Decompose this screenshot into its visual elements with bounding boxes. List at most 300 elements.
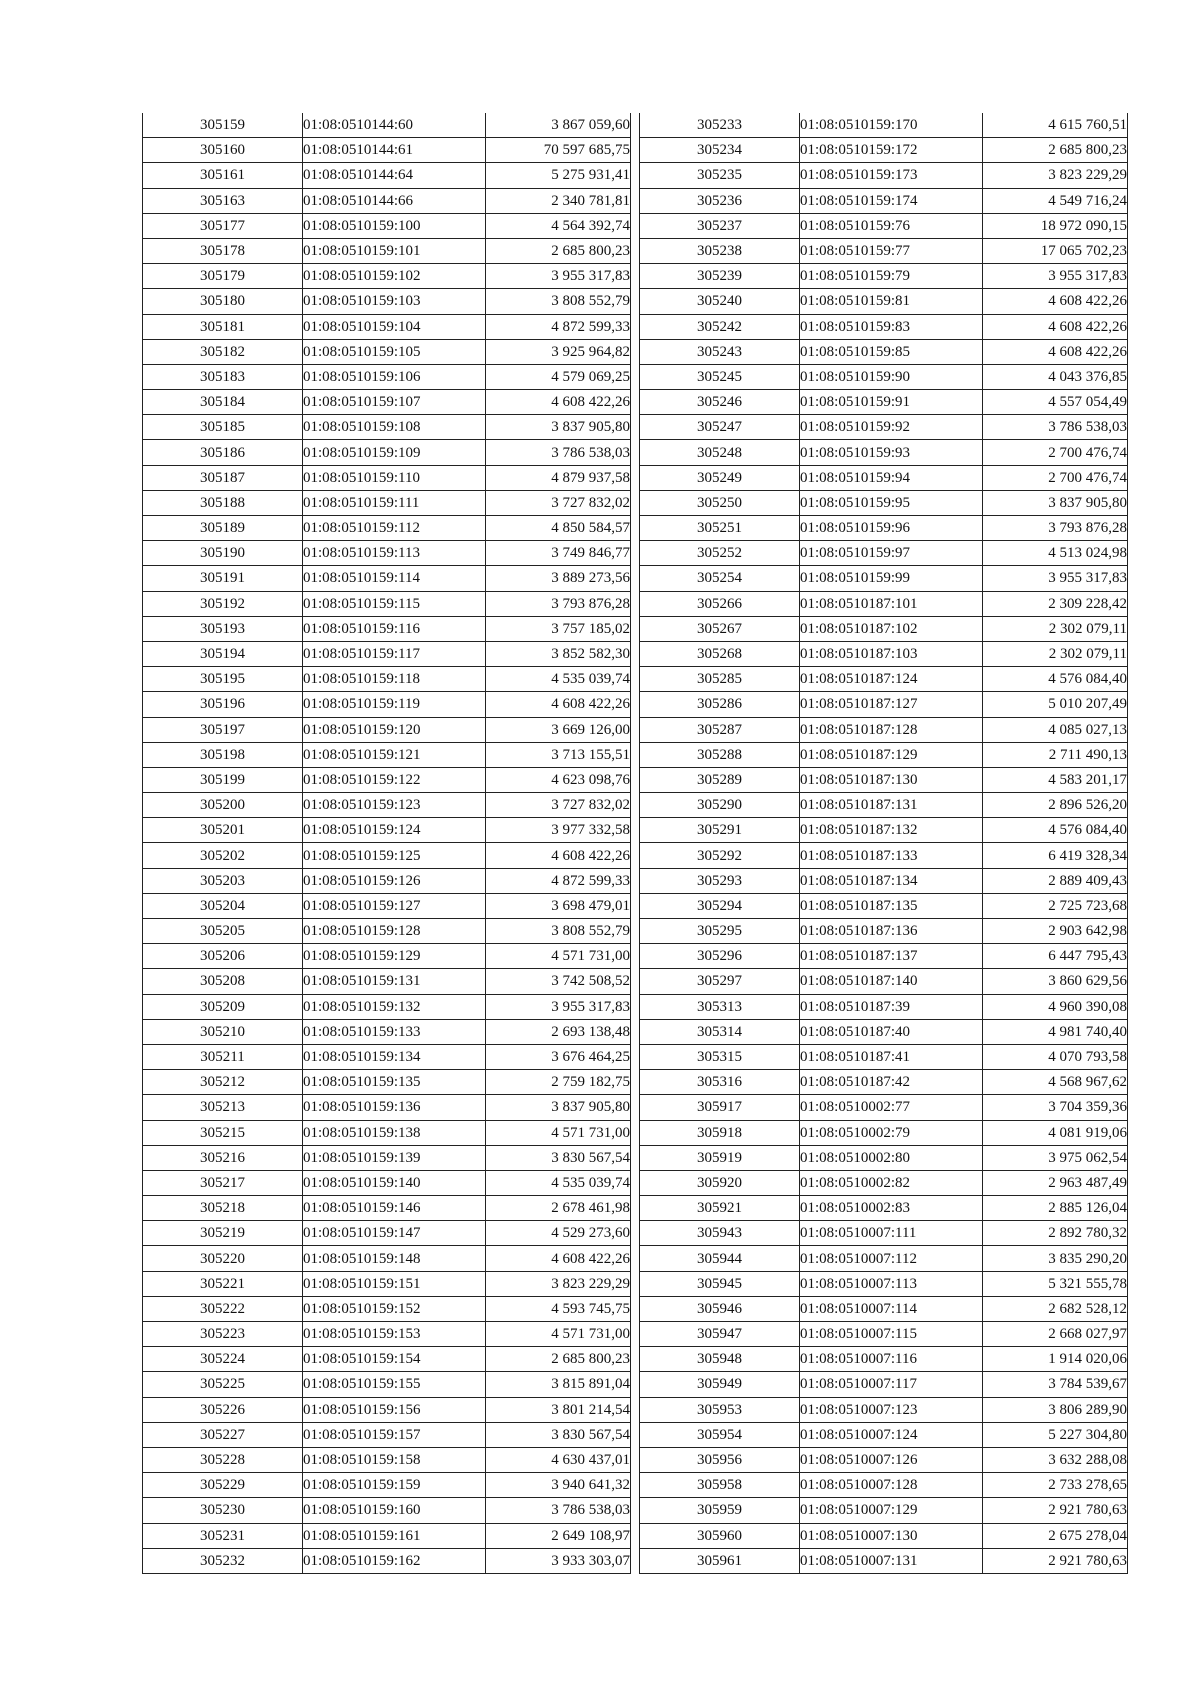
cadastral-value-cell: 2 685 800,23 [983, 138, 1128, 163]
table-row [640, 591, 1128, 616]
table-row [143, 1070, 631, 1095]
cadastral-number-cell: 01:08:0510159:120 [303, 717, 486, 742]
record-number-cell: 305188 [143, 490, 303, 515]
record-number-cell: 305193 [143, 616, 303, 641]
cadastral-number-cell: 01:08:0510159:113 [303, 541, 486, 566]
record-number-cell: 305919 [640, 1145, 800, 1170]
record-number-cell: 305190 [143, 541, 303, 566]
cadastral-value-cell: 4 535 039,74 [486, 1170, 631, 1195]
cadastral-value-cell: 2 725 723,68 [983, 893, 1128, 918]
cadastral-number-cell: 01:08:0510187:132 [800, 818, 983, 843]
cadastral-value-cell: 4 981 740,40 [983, 1019, 1128, 1044]
cadastral-value-cell: 4 615 760,51 [983, 113, 1128, 138]
cadastral-number-cell: 01:08:0510159:161 [303, 1523, 486, 1548]
cadastral-number-cell: 01:08:0510159:138 [303, 1120, 486, 1145]
cadastral-number-cell: 01:08:0510187:128 [800, 717, 983, 742]
cadastral-number-cell: 01:08:0510159:134 [303, 1044, 486, 1069]
cadastral-number-cell: 01:08:0510002:80 [800, 1145, 983, 1170]
record-number-cell: 305285 [640, 667, 800, 692]
record-number-cell: 305186 [143, 440, 303, 465]
cadastral-value-cell: 2 693 138,48 [486, 1019, 631, 1044]
record-number-cell: 305201 [143, 818, 303, 843]
cadastral-value-cell: 4 608 422,26 [486, 692, 631, 717]
cadastral-number-cell: 01:08:0510159:95 [800, 490, 983, 515]
record-number-cell: 305213 [143, 1095, 303, 1120]
cadastral-value-cell: 3 837 905,80 [486, 415, 631, 440]
record-number-cell: 305189 [143, 516, 303, 541]
record-number-cell: 305210 [143, 1019, 303, 1044]
cadastral-number-cell: 01:08:0510159:170 [800, 113, 983, 138]
cadastral-value-cell: 4 960 390,08 [983, 994, 1128, 1019]
cadastral-number-cell: 01:08:0510159:115 [303, 591, 486, 616]
cadastral-value-cell: 2 675 278,04 [983, 1523, 1128, 1548]
record-number-cell: 305287 [640, 717, 800, 742]
cadastral-number-cell: 01:08:0510159:79 [800, 264, 983, 289]
record-number-cell: 305185 [143, 415, 303, 440]
table-row [143, 868, 631, 893]
cadastral-number-cell: 01:08:0510187:130 [800, 767, 983, 792]
record-number-cell: 305161 [143, 163, 303, 188]
cadastral-value-cell: 4 879 937,58 [486, 465, 631, 490]
table-row [640, 1271, 1128, 1296]
record-number-cell: 305252 [640, 541, 800, 566]
cadastral-value-cell: 3 823 229,29 [486, 1271, 631, 1296]
cadastral-value-cell: 4 608 422,26 [983, 339, 1128, 364]
table-row [640, 742, 1128, 767]
table-row [143, 667, 631, 692]
cadastral-value-cell: 5 275 931,41 [486, 163, 631, 188]
table-row [640, 868, 1128, 893]
table-row [143, 818, 631, 843]
table-row [143, 641, 631, 666]
cadastral-number-cell: 01:08:0510187:39 [800, 994, 983, 1019]
record-number-cell: 305243 [640, 339, 800, 364]
cadastral-number-cell: 01:08:0510159:140 [303, 1170, 486, 1195]
table-row [640, 339, 1128, 364]
table-row [143, 364, 631, 389]
cadastral-number-cell: 01:08:0510159:81 [800, 289, 983, 314]
table-row [143, 994, 631, 1019]
record-number-cell: 305204 [143, 893, 303, 918]
record-number-cell: 305203 [143, 868, 303, 893]
cadastral-value-cell: 3 955 317,83 [983, 264, 1128, 289]
cadastral-number-cell: 01:08:0510002:77 [800, 1095, 983, 1120]
cadastral-value-cell: 4 608 422,26 [486, 843, 631, 868]
cadastral-value-cell: 4 081 919,06 [983, 1120, 1128, 1145]
cadastral-value-cell: 2 759 182,75 [486, 1070, 631, 1095]
record-number-cell: 305163 [143, 188, 303, 213]
cadastral-value-cell: 3 784 539,67 [983, 1372, 1128, 1397]
cadastral-value-cell: 5 010 207,49 [983, 692, 1128, 717]
record-number-cell: 305290 [640, 793, 800, 818]
cadastral-value-cell: 3 808 552,79 [486, 289, 631, 314]
record-number-cell: 305196 [143, 692, 303, 717]
cadastral-number-cell: 01:08:0510159:160 [303, 1498, 486, 1523]
table-row [143, 188, 631, 213]
cadastral-number-cell: 01:08:0510187:136 [800, 919, 983, 944]
cadastral-number-cell: 01:08:0510187:101 [800, 591, 983, 616]
record-number-cell: 305197 [143, 717, 303, 742]
cadastral-value-cell: 18 972 090,15 [983, 213, 1128, 238]
cadastral-value-cell: 3 933 303,07 [486, 1548, 631, 1573]
cadastral-value-cell: 3 742 508,52 [486, 969, 631, 994]
record-number-cell: 305313 [640, 994, 800, 1019]
table-row [143, 264, 631, 289]
cadastral-number-cell: 01:08:0510007:114 [800, 1296, 983, 1321]
record-number-cell: 305254 [640, 566, 800, 591]
record-number-cell: 305212 [143, 1070, 303, 1095]
record-number-cell: 305293 [640, 868, 800, 893]
record-number-cell: 305198 [143, 742, 303, 767]
record-number-cell: 305251 [640, 516, 800, 541]
table-row [143, 1347, 631, 1372]
table-row [143, 1473, 631, 1498]
cadastral-number-cell: 01:08:0510159:112 [303, 516, 486, 541]
cadastral-number-cell: 01:08:0510187:129 [800, 742, 983, 767]
table-row [143, 415, 631, 440]
cadastral-value-cell: 3 669 126,00 [486, 717, 631, 742]
cadastral-value-cell: 3 955 317,83 [486, 994, 631, 1019]
record-number-cell: 305191 [143, 566, 303, 591]
table-row [640, 692, 1128, 717]
cadastral-number-cell: 01:08:0510187:140 [800, 969, 983, 994]
record-number-cell: 305226 [143, 1397, 303, 1422]
cadastral-number-cell: 01:08:0510159:124 [303, 818, 486, 843]
record-number-cell: 305316 [640, 1070, 800, 1095]
record-number-cell: 305160 [143, 138, 303, 163]
record-number-cell: 305219 [143, 1221, 303, 1246]
record-number-cell: 305268 [640, 641, 800, 666]
cadastral-number-cell: 01:08:0510007:123 [800, 1397, 983, 1422]
cadastral-number-cell: 01:08:0510159:129 [303, 944, 486, 969]
record-number-cell: 305240 [640, 289, 800, 314]
table-row [143, 1145, 631, 1170]
cadastral-value-cell: 3 698 479,01 [486, 893, 631, 918]
cadastral-value-cell: 3 823 229,29 [983, 163, 1128, 188]
record-number-cell: 305944 [640, 1246, 800, 1271]
cadastral-value-cell: 2 302 079,11 [983, 616, 1128, 641]
table-row [143, 1397, 631, 1422]
table-row [640, 1070, 1128, 1095]
cadastral-number-cell: 01:08:0510007:115 [800, 1322, 983, 1347]
table-row [143, 1548, 631, 1573]
record-number-cell: 305220 [143, 1246, 303, 1271]
table-row [640, 516, 1128, 541]
record-number-cell: 305224 [143, 1347, 303, 1372]
cadastral-value-cell: 3 786 538,03 [983, 415, 1128, 440]
table-row [640, 364, 1128, 389]
cadastral-number-cell: 01:08:0510159:116 [303, 616, 486, 641]
cadastral-value-cell: 4 571 731,00 [486, 1120, 631, 1145]
record-number-cell: 305245 [640, 364, 800, 389]
cadastral-number-cell: 01:08:0510159:110 [303, 465, 486, 490]
cadastral-number-cell: 01:08:0510187:137 [800, 944, 983, 969]
table-row [143, 113, 631, 138]
table-row [640, 717, 1128, 742]
cadastral-value-cell: 2 700 476,74 [983, 465, 1128, 490]
table-row [143, 138, 631, 163]
cadastral-value-cell: 3 955 317,83 [486, 264, 631, 289]
cadastral-number-cell: 01:08:0510159:105 [303, 339, 486, 364]
record-number-cell: 305235 [640, 163, 800, 188]
cadastral-number-cell: 01:08:0510159:155 [303, 1372, 486, 1397]
table-row [640, 641, 1128, 666]
cadastral-number-cell: 01:08:0510187:124 [800, 667, 983, 692]
table-row [640, 969, 1128, 994]
cadastral-number-cell: 01:08:0510159:90 [800, 364, 983, 389]
record-number-cell: 305948 [640, 1347, 800, 1372]
cadastral-number-cell: 01:08:0510002:79 [800, 1120, 983, 1145]
cadastral-number-cell: 01:08:0510159:122 [303, 767, 486, 792]
record-number-cell: 305180 [143, 289, 303, 314]
cadastral-value-cell: 3 835 290,20 [983, 1246, 1128, 1271]
table-row [143, 1422, 631, 1447]
table-row [640, 1145, 1128, 1170]
table-row [640, 1221, 1128, 1246]
table-row [143, 1246, 631, 1271]
cadastral-number-cell: 01:08:0510159:156 [303, 1397, 486, 1422]
cadastral-value-cell: 3 786 538,03 [486, 1498, 631, 1523]
record-number-cell: 305960 [640, 1523, 800, 1548]
record-number-cell: 305294 [640, 893, 800, 918]
table-row [640, 1044, 1128, 1069]
record-number-cell: 305215 [143, 1120, 303, 1145]
cadastral-value-cell: 2 892 780,32 [983, 1221, 1128, 1246]
cadastral-number-cell: 01:08:0510187:42 [800, 1070, 983, 1095]
cadastral-number-cell: 01:08:0510159:111 [303, 490, 486, 515]
cadastral-number-cell: 01:08:0510159:97 [800, 541, 983, 566]
cadastral-number-cell: 01:08:0510159:146 [303, 1196, 486, 1221]
table-row [640, 113, 1128, 138]
table-row [640, 1296, 1128, 1321]
cadastral-number-cell: 01:08:0510159:93 [800, 440, 983, 465]
record-number-cell: 305954 [640, 1422, 800, 1447]
cadastral-value-cell: 4 085 027,13 [983, 717, 1128, 742]
cadastral-value-cell: 3 889 273,56 [486, 566, 631, 591]
cadastral-value-cell: 2 340 781,81 [486, 188, 631, 213]
table-row [640, 1196, 1128, 1221]
table-row [143, 490, 631, 515]
cadastral-value-cell: 2 700 476,74 [983, 440, 1128, 465]
cadastral-value-cell: 2 896 526,20 [983, 793, 1128, 818]
record-number-cell: 305217 [143, 1170, 303, 1195]
table-row [143, 1498, 631, 1523]
record-number-cell: 305234 [640, 138, 800, 163]
cadastral-value-cell: 70 597 685,75 [486, 138, 631, 163]
cadastral-number-cell: 01:08:0510159:133 [303, 1019, 486, 1044]
record-number-cell: 305291 [640, 818, 800, 843]
record-number-cell: 305223 [143, 1322, 303, 1347]
record-number-cell: 305199 [143, 767, 303, 792]
cadastral-value-cell: 2 711 490,13 [983, 742, 1128, 767]
cadastral-value-cell: 17 065 702,23 [983, 238, 1128, 263]
record-number-cell: 305206 [143, 944, 303, 969]
cadastral-value-cell: 4 557 054,49 [983, 390, 1128, 415]
table-row [143, 465, 631, 490]
record-number-cell: 305237 [640, 213, 800, 238]
cadastral-value-cell: 3 713 155,51 [486, 742, 631, 767]
record-number-cell: 305296 [640, 944, 800, 969]
table-row [143, 843, 631, 868]
table-row [640, 1095, 1128, 1120]
record-number-cell: 305221 [143, 1271, 303, 1296]
cadastral-value-cell: 4 571 731,00 [486, 1322, 631, 1347]
table-row [640, 1246, 1128, 1271]
table-row [640, 415, 1128, 440]
table-row [640, 793, 1128, 818]
cadastral-value-cell: 2 668 027,97 [983, 1322, 1128, 1347]
cadastral-value-cell: 4 593 745,75 [486, 1296, 631, 1321]
table-row [640, 1397, 1128, 1422]
record-number-cell: 305232 [143, 1548, 303, 1573]
cadastral-value-cell: 4 579 069,25 [486, 364, 631, 389]
record-number-cell: 305208 [143, 969, 303, 994]
cadastral-number-cell: 01:08:0510159:136 [303, 1095, 486, 1120]
record-number-cell: 305194 [143, 641, 303, 666]
record-number-cell: 305920 [640, 1170, 800, 1195]
table-row [640, 843, 1128, 868]
cadastral-value-cell: 2 302 079,11 [983, 641, 1128, 666]
cadastral-number-cell: 01:08:0510002:82 [800, 1170, 983, 1195]
table-row [143, 440, 631, 465]
cadastral-value-cell: 2 685 800,23 [486, 1347, 631, 1372]
record-number-cell: 305239 [640, 264, 800, 289]
cadastral-number-cell: 01:08:0510007:130 [800, 1523, 983, 1548]
cadastral-number-cell: 01:08:0510187:133 [800, 843, 983, 868]
cadastral-number-cell: 01:08:0510159:174 [800, 188, 983, 213]
table-row [640, 390, 1128, 415]
table-row [640, 138, 1128, 163]
cadastral-value-cell: 2 889 409,43 [983, 868, 1128, 893]
table-row [143, 1372, 631, 1397]
cadastral-number-cell: 01:08:0510187:41 [800, 1044, 983, 1069]
table-row [143, 1196, 631, 1221]
cadastral-value-cell: 4 571 731,00 [486, 944, 631, 969]
cadastral-value-cell: 3 837 905,80 [983, 490, 1128, 515]
cadastral-number-cell: 01:08:0510159:118 [303, 667, 486, 692]
cadastral-value-cell: 3 830 567,54 [486, 1145, 631, 1170]
cadastral-number-cell: 01:08:0510159:153 [303, 1322, 486, 1347]
cadastral-number-cell: 01:08:0510159:101 [303, 238, 486, 263]
record-number-cell: 305961 [640, 1548, 800, 1573]
cadastral-number-cell: 01:08:0510144:61 [303, 138, 486, 163]
cadastral-number-cell: 01:08:0510007:113 [800, 1271, 983, 1296]
table-row [143, 969, 631, 994]
table-row [143, 616, 631, 641]
table-row [640, 1447, 1128, 1472]
cadastral-value-cell: 4 608 422,26 [486, 390, 631, 415]
table-row [143, 793, 631, 818]
cadastral-number-cell: 01:08:0510144:66 [303, 188, 486, 213]
cadastral-number-cell: 01:08:0510159:103 [303, 289, 486, 314]
table-row [143, 238, 631, 263]
table-row [143, 1095, 631, 1120]
table-row [143, 767, 631, 792]
table-row [640, 314, 1128, 339]
table-row [143, 516, 631, 541]
right-table [639, 113, 1128, 1574]
cadastral-number-cell: 01:08:0510159:126 [303, 868, 486, 893]
table-row [143, 339, 631, 364]
cadastral-number-cell: 01:08:0510159:158 [303, 1447, 486, 1472]
cadastral-number-cell: 01:08:0510159:94 [800, 465, 983, 490]
record-number-cell: 305236 [640, 188, 800, 213]
table-row [143, 591, 631, 616]
record-number-cell: 305314 [640, 1019, 800, 1044]
table-row [143, 1523, 631, 1548]
cadastral-value-cell: 4 608 422,26 [486, 1246, 631, 1271]
record-number-cell: 305947 [640, 1322, 800, 1347]
table-row [143, 919, 631, 944]
record-number-cell: 305921 [640, 1196, 800, 1221]
cadastral-number-cell: 01:08:0510159:99 [800, 566, 983, 591]
cadastral-number-cell: 01:08:0510007:126 [800, 1447, 983, 1472]
table-row [640, 1347, 1128, 1372]
record-number-cell: 305202 [143, 843, 303, 868]
cadastral-number-cell: 01:08:0510007:112 [800, 1246, 983, 1271]
cadastral-number-cell: 01:08:0510159:85 [800, 339, 983, 364]
cadastral-value-cell: 4 549 716,24 [983, 188, 1128, 213]
record-number-cell: 305178 [143, 238, 303, 263]
cadastral-value-cell: 3 830 567,54 [486, 1422, 631, 1447]
cadastral-number-cell: 01:08:0510159:173 [800, 163, 983, 188]
cadastral-number-cell: 01:08:0510159:159 [303, 1473, 486, 1498]
cadastral-value-cell: 2 682 528,12 [983, 1296, 1128, 1321]
table-row [143, 566, 631, 591]
cadastral-number-cell: 01:08:0510187:131 [800, 793, 983, 818]
table-row [143, 314, 631, 339]
record-number-cell: 305230 [143, 1498, 303, 1523]
cadastral-number-cell: 01:08:0510159:107 [303, 390, 486, 415]
cadastral-number-cell: 01:08:0510187:135 [800, 893, 983, 918]
record-number-cell: 305946 [640, 1296, 800, 1321]
table-row [143, 163, 631, 188]
cadastral-number-cell: 01:08:0510007:116 [800, 1347, 983, 1372]
table-row [143, 1019, 631, 1044]
cadastral-number-cell: 01:08:0510144:60 [303, 113, 486, 138]
table-row [143, 1044, 631, 1069]
table-row [143, 1221, 631, 1246]
cadastral-value-cell: 3 955 317,83 [983, 566, 1128, 591]
record-number-cell: 305246 [640, 390, 800, 415]
table-row [640, 1473, 1128, 1498]
record-number-cell: 305209 [143, 994, 303, 1019]
table-row [640, 667, 1128, 692]
cadastral-number-cell: 01:08:0510159:172 [800, 138, 983, 163]
table-row [640, 541, 1128, 566]
table-row [640, 163, 1128, 188]
cadastral-number-cell: 01:08:0510159:151 [303, 1271, 486, 1296]
cadastral-value-cell: 4 872 599,33 [486, 868, 631, 893]
table-row [143, 1296, 631, 1321]
record-number-cell: 305247 [640, 415, 800, 440]
record-number-cell: 305229 [143, 1473, 303, 1498]
cadastral-number-cell: 01:08:0510007:128 [800, 1473, 983, 1498]
cadastral-number-cell: 01:08:0510159:102 [303, 264, 486, 289]
table-row [143, 541, 631, 566]
cadastral-value-cell: 3 704 359,36 [983, 1095, 1128, 1120]
cadastral-value-cell: 3 749 846,77 [486, 541, 631, 566]
cadastral-value-cell: 3 977 332,58 [486, 818, 631, 843]
cadastral-value-cell: 6 419 328,34 [983, 843, 1128, 868]
cadastral-value-cell: 4 513 024,98 [983, 541, 1128, 566]
table-row [143, 1271, 631, 1296]
table-row [640, 188, 1128, 213]
cadastral-number-cell: 01:08:0510159:123 [303, 793, 486, 818]
cadastral-value-cell: 4 583 201,17 [983, 767, 1128, 792]
cadastral-number-cell: 01:08:0510187:103 [800, 641, 983, 666]
cadastral-value-cell: 2 649 108,97 [486, 1523, 631, 1548]
